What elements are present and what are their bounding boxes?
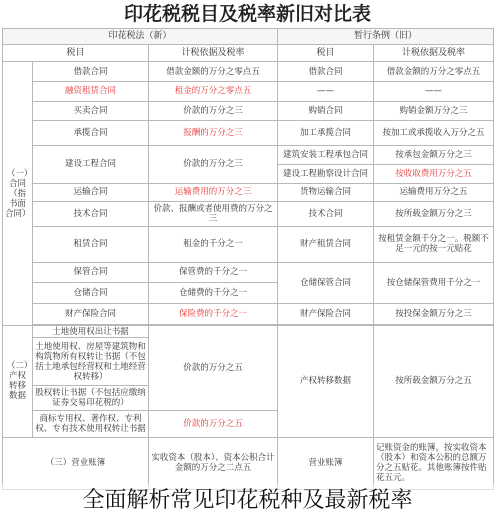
old-basis: —— (374, 81, 494, 101)
new-item: 财产保险合同 (33, 304, 149, 325)
header-old-rule: 暂行条例（旧） (278, 29, 494, 45)
new-basis: 借款金额的万分之零点五 (149, 62, 278, 82)
image-caption: 全面解析常见印花税种及最新税率 (0, 484, 495, 518)
ledger-old-basis: 记账资金的账簿，按实收资本（股本）和资本公积的总额万分之五贴花。其他账簿按件贴花五元。 (374, 437, 494, 489)
new-item: 建设工程合同 (33, 146, 149, 183)
tax-comparison-table (2, 28, 494, 490)
header-old-item: 税目 (278, 44, 374, 62)
old-item: 财产保险合同 (278, 304, 374, 325)
old-item: 仓储保管合同 (278, 262, 374, 304)
new-basis: 价款的万分之三 (149, 146, 278, 183)
old-item: 技术合同 (278, 202, 374, 227)
new-basis: 价款的万分之三 (149, 101, 278, 121)
new-basis: 租金的千分之一 (149, 227, 278, 262)
transfer-new-basis: 价款的万分之五 (149, 410, 278, 437)
old-item: —— (278, 81, 374, 101)
old-item: 购销合同 (278, 101, 374, 121)
page-title: 印花税税目及税率新旧对比表 (123, 3, 371, 25)
new-basis: 仓储费的千分之一 (149, 283, 278, 304)
new-item: 承揽合同 (33, 121, 149, 146)
old-basis: 按加工或承揽收入万分之五 (374, 121, 494, 146)
section-ledger: （三）营业账簿 (3, 437, 149, 489)
old-item: 建筑安装工程承包合同 (278, 146, 374, 165)
old-basis: 借款金额的万分之零点五 (374, 62, 494, 82)
old-item: 加工承揽合同 (278, 121, 374, 146)
old-basis: 按收取费用万分之五 (374, 164, 494, 183)
old-item: 建设工程勘察设计合同 (278, 164, 374, 183)
old-basis: 按仓储保管费用千分之一 (374, 262, 494, 304)
old-basis: 按所载金额万分之三 (374, 202, 494, 227)
new-basis: 租金的万分之零点五 (149, 81, 278, 101)
old-basis: 按承包金额万分之三 (374, 146, 494, 165)
old-item: 货物运输合同 (278, 183, 374, 202)
ledger-new-basis (149, 437, 278, 489)
new-item: 买卖合同 (33, 101, 149, 121)
transfer-item: 土地使用权、房屋等建筑物和构筑物所有权转让书据（不包括土地承包经营权和土地经营权转移） (33, 338, 149, 386)
header-new-item: 税目 (3, 44, 149, 62)
transfer-old-item: 产权转移数据 (278, 325, 374, 437)
header-new-law: 印花税法（新） (3, 29, 278, 45)
new-item: 融资租赁合同 (33, 81, 149, 101)
section-transfer: （二）产权转移数据 (3, 325, 33, 437)
transfer-new-basis: 价款的万分之五 (149, 325, 278, 410)
new-basis: 价款、报酬或者使用费的万分之三 (149, 202, 278, 227)
new-item: 保管合同 (33, 262, 149, 283)
old-basis: 按租赁金额千分之一。税额不足一元的按一元贴花 (374, 227, 494, 262)
new-item: 仓储合同 (33, 283, 149, 304)
header-old-basis: 计税依据及税率 (374, 44, 494, 62)
old-basis: 按投保金额万分之三 (374, 304, 494, 325)
new-item: 借款合同 (33, 62, 149, 82)
section-contract: （一）合同（指书面合同） (3, 62, 33, 326)
transfer-item: 土地使用权出让书据 (33, 325, 149, 337)
new-basis: 运输费用的万分之三 (149, 183, 278, 202)
old-item: 财产租赁合同 (278, 227, 374, 262)
ledger-old-item: 营业账簿 (278, 437, 374, 489)
new-item: 租赁合同 (33, 227, 149, 262)
old-basis: 运输费用万分之五 (374, 183, 494, 202)
transfer-item: 商标专用权、著作权、专利权、专有技术使用权转让书据 (33, 410, 149, 437)
new-item: 技术合同 (33, 202, 149, 227)
old-item: 借款合同 (278, 62, 374, 82)
old-basis: 购销金额万分之三 (374, 101, 494, 121)
header-new-basis: 计税依据及税率 (149, 44, 278, 62)
new-basis: 保管费的千分之一 (149, 262, 278, 283)
new-basis: 保险费的千分之一 (149, 304, 278, 325)
ledger-new-basis-text: 实收资本（股本）、资本公积合计金额的万分之二点五 (151, 453, 275, 474)
transfer-item: 股权转让书据（不包括应缴纳证券交易印花税的） (33, 386, 149, 411)
transfer-old-basis: 按所载金额万分之五 (374, 325, 494, 437)
new-item: 运输合同 (33, 183, 149, 202)
new-basis: 报酬的万分之三 (149, 121, 278, 146)
